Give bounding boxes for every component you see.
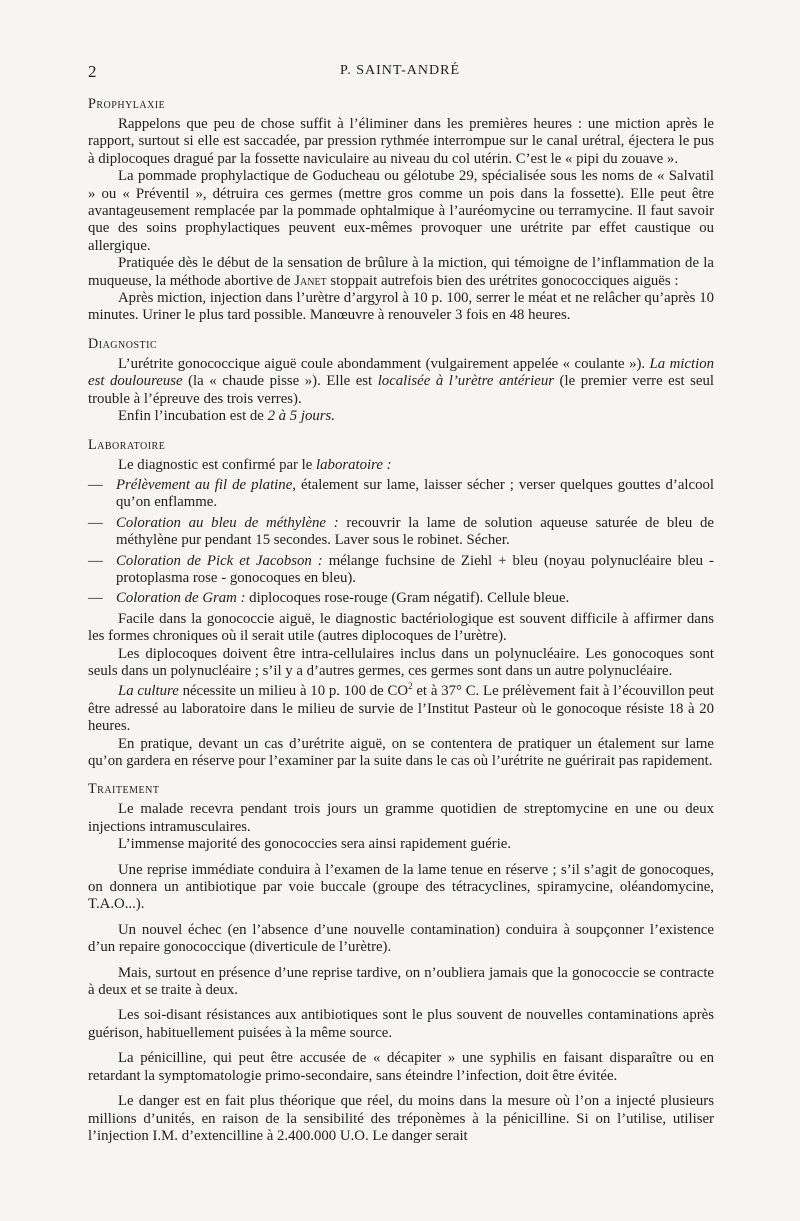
list-item: — Coloration au bleu de méthylène : recouvrir la lame de solution aqueuse saturée de bleu de méthylène pur pendant 15 secondes. Laver sous le robinet. Sécher. [88, 514, 714, 549]
dash-marker: — [88, 514, 103, 531]
dash-marker: — [88, 476, 103, 493]
paragraph: Une reprise immédiate conduira à l’examen de la lame tenue en réserve ; s’il s’agit de gonocoques, on donnera un antibiotique par voie buccale (groupe des tétracyclines, spiramycine, oléandomycine, T.A.O...). [88, 861, 714, 913]
page-header [88, 62, 712, 82]
dash-marker: — [88, 552, 103, 569]
paragraph: La pommade prophylactique de Goducheau ou gélotube 29, spécialisée sous les noms de « Salvatil » ou « Préventil », détruira ces germes (mettre gros comme un pois dans la fossette). Elle peut être avantageusement remplacée par la pommade ophtalmique à l’auréomycine ou terramycine. Il faut savoir que des soins prophylactiques peuvent eux-mêmes provoquer une urétrite par effet caustique ou allergique. [88, 168, 714, 254]
paragraph: Facile dans la gonococcie aiguë, le diagnostic bactériologique est souvent difficile à affirmer dans les formes chroniques où il serait utile (autres diplocoques de l’urètre). [88, 610, 714, 645]
paragraph: Les diplocoques doivent être intra-cellulaires inclus dans un polynucléaire. Les gonocoques sont seuls dans un polynucléaire ; s’il y a d’autres germes, ces germes sont dans un autre polynucléaire. [88, 645, 714, 679]
paragraph: Pratiquée dès le début de la sensation de brûlure à la miction, qui témoigne de l’inflammation de la muqueuse, la méthode abortive de Janet stoppait autrefois bien des urétrites gonococciques aiguës : [88, 255, 714, 289]
list-item: — Prélèvement au fil de platine, étalement sur lame, laisser sécher ; verser quelques gouttes d’alcool qu’on enflamme. [88, 476, 714, 511]
section-heading-traitement: Traitement [88, 781, 160, 798]
paragraph: Un nouvel échec (en l’absence d’une nouvelle contamination) conduira à soupçonner l’existence d’un repaire gonococcique (diverticule de l’urètre). [88, 921, 714, 956]
paragraph: L’immense majorité des gonococcies sera ainsi rapidement guérie. [118, 836, 512, 853]
paragraph: Le danger est en fait plus théorique que réel, du moins dans la mesure où l’on a injecté plusieurs millions d’unités, en raison de la sensibilité des tréponèmes à la pénicilline. Si on l’utilise, utiliser l’injection I.M. d’extencilline à 2.400.000 U.O. Le danger serait [88, 1093, 714, 1144]
paragraph: La culture nécessite un milieu à 10 p. 100 de $CO^2$ et à 37° C. Le prélèvement fait à l’écouvillon peut être adressé au laboratoire dans le milieu de survie de l’Institut Pasteur où le gonocoque résiste 18 à 20 heures. [88, 681, 714, 735]
section-heading-prophylaxie: Prophylaxie [88, 96, 166, 112]
paragraph: En pratique, devant un cas d’urétrite aiguë, on se contentera de pratiquer un étalement sur lame qu’on gardera en réserve pour l’examiner par la suite dans le cas où l’urétrite ne guérirait pas rapidement. [88, 735, 714, 769]
paragraph: L’urétrite gonococcique aiguë coule abondamment (vulgairement appelée « coulante »). La miction est douloureuse (la « chaude pisse »). Elle est localisée à l’urètre antérieur (le premier verre est seul trouble à l’épreuve des trois verres). [88, 355, 714, 407]
paragraph: Enfin l’incubation est de 2 à 5 jours. [118, 408, 335, 425]
dash-marker: — [88, 590, 103, 607]
paragraph: Les soi-disant résistances aux antibiotiques sont le plus souvent de nouvelles contaminations après guérison, habituellement puisées à la même source. [88, 1007, 714, 1041]
paragraph: Rappelons que peu de chose suffit à l’éliminer dans les premières heures : une miction après le rapport, surtout si elle est saccadée, par pression rythmée interrompue sur le canal urétral, éjectera le pus à diplocoques dragué par la fossette naviculaire au niveau du col utérin. C’est le « pipi du zouave ». [88, 116, 714, 167]
author-name: Janet [294, 272, 327, 289]
section-heading-diagnostic: Diagnostic [88, 335, 158, 352]
paragraph: Après miction, injection dans l’urètre d’argyrol à 10 p. 100, serrer le méat et ne relâcher qu’après 10 minutes. Uriner le plus tard possible. Manœuvre à renouveler 3 fois en 48 heures. [88, 290, 714, 324]
running-head: P. SAINT-ANDRÉ [339, 63, 461, 78]
list-item: — Coloration de Pick et Jacobson : mélange fuchsine de Ziehl + bleu (noyau polynucléaire bleu - protoplasma rose - gonocoques en bleu). [88, 552, 714, 586]
section-heading-laboratoire: Laboratoire [88, 436, 166, 453]
paragraph: Le diagnostic est confirmé par le laboratoire : [118, 456, 392, 473]
paragraph: Le malade recevra pendant trois jours un gramme quotidien de streptomycine en une ou deux injections intramusculaires. [88, 801, 714, 835]
page-body [88, 96, 714, 1145]
paragraph: Mais, surtout en présence d’une reprise tardive, on n’oubliera jamais que la gonococcie se contracte à deux et se traite à deux. [88, 964, 714, 999]
paragraph: La pénicilline, qui peut être accusée de « décapiter » une syphilis en faisant disparaître ou en retardant la symptomatologie primo-secondaire, sans éteindre l’infection, doit être évitée. [88, 1050, 714, 1084]
page-number: 2 [88, 62, 97, 81]
list-item: — Coloration de Gram : diplocoques rose-rouge (Gram négatif). Cellule bleue. [88, 590, 570, 607]
